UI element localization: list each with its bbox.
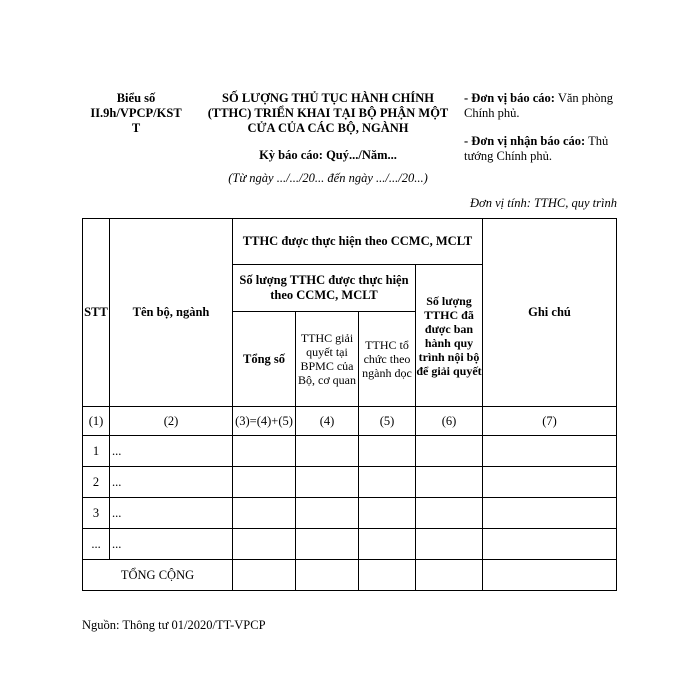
table-cell — [233, 436, 296, 467]
row-name: ... — [110, 498, 233, 529]
table-cell — [359, 436, 416, 467]
table-cell — [416, 498, 483, 529]
table-row — [83, 498, 617, 529]
row-stt: 3 — [83, 498, 110, 529]
report-period: Kỳ báo cáo: Quý.../Năm... — [259, 148, 397, 162]
row-stt: 1 — [83, 436, 110, 467]
unit-of-measure: Đơn vị tính: TTHC, quy trình — [470, 196, 617, 210]
table-cell — [483, 529, 617, 560]
table-cell — [233, 467, 296, 498]
reporter-value: Văn phòng Chính phủ. — [464, 91, 614, 120]
report-date-range: (Từ ngày .../.../20... đến ngày .../.../20...) — [228, 171, 428, 185]
index-cell: (3)=(4)+(5) — [233, 407, 296, 436]
header-subgroup: Số lượng TTHC được thực hiện theo CCMC, MCLT — [233, 265, 416, 312]
table-cell — [233, 560, 296, 591]
title-line3: CỬA CỦA CÁC BỘ, NGÀNH — [247, 121, 409, 135]
header-total: Tổng số — [233, 312, 296, 407]
table-cell — [296, 498, 359, 529]
table-cell — [233, 498, 296, 529]
table-cell — [359, 467, 416, 498]
header-name: Tên bộ, ngành — [110, 219, 233, 407]
table-row — [83, 436, 617, 467]
table-cell — [416, 467, 483, 498]
title-line2: (TTHC) TRIỂN KHAI TẠI BỘ PHẬN MỘT — [207, 106, 449, 120]
index-cell: (2) — [110, 407, 233, 436]
title-line1: SỐ LƯỢNG THỦ TỤC HÀNH CHÍNH — [222, 91, 434, 105]
table-cell — [296, 529, 359, 560]
header-note: Ghi chú — [483, 219, 617, 407]
index-cell: (5) — [359, 407, 416, 436]
source-note: Nguồn: Thông tư 01/2020/TT-VPCP — [82, 618, 266, 632]
table-cell — [359, 560, 416, 591]
reporter-label: - Đơn vị báo cáo: — [464, 91, 555, 105]
index-row — [83, 407, 617, 436]
index-cell: (7) — [483, 407, 617, 436]
table-row — [83, 529, 617, 560]
index-cell: (4) — [296, 407, 359, 436]
total-label: TỔNG CỘNG — [83, 560, 233, 591]
form-code-line1: Biểu số — [116, 91, 156, 105]
report-info — [464, 91, 634, 164]
form-code — [88, 91, 184, 136]
row-stt: 2 — [83, 467, 110, 498]
table-cell — [416, 560, 483, 591]
table-cell — [359, 529, 416, 560]
form-code-line2: II.9h/VPCP/KST — [90, 106, 182, 120]
table-cell — [296, 436, 359, 467]
table-cell — [483, 560, 617, 591]
table-cell — [233, 529, 296, 560]
header-col6: Số lượng TTHC đã được ban hành quy trình nội bộ để giải quyết — [416, 265, 483, 407]
table-cell — [359, 498, 416, 529]
row-name: ... — [110, 529, 233, 560]
table-row — [83, 467, 617, 498]
row-name: ... — [110, 467, 233, 498]
table-cell — [483, 467, 617, 498]
row-stt: ... — [83, 529, 110, 560]
header-group: TTHC được thực hiện theo CCMC, MCLT — [233, 219, 483, 265]
form-code-line3: T — [131, 121, 141, 135]
header-col4: TTHC giải quyết tại BPMC của Bộ, cơ quan — [296, 312, 359, 407]
header-col5: TTHC tổ chức theo ngành dọc — [359, 312, 416, 407]
index-cell: (1) — [83, 407, 110, 436]
row-name: ... — [110, 436, 233, 467]
table-cell — [483, 436, 617, 467]
table-cell — [483, 498, 617, 529]
header-stt: STT — [83, 219, 110, 407]
total-row — [83, 560, 617, 591]
index-cell: (6) — [416, 407, 483, 436]
table-cell — [296, 560, 359, 591]
table-cell — [416, 529, 483, 560]
table-cell — [416, 436, 483, 467]
reporter-unit — [464, 91, 634, 121]
table-cell — [296, 467, 359, 498]
receiver-label: - Đơn vị nhận báo cáo: — [464, 134, 586, 148]
receiver-value: Thủ tướng Chính phủ. — [464, 134, 609, 163]
receiver-unit — [464, 134, 634, 164]
report-title — [192, 91, 464, 186]
report-table — [82, 218, 617, 591]
